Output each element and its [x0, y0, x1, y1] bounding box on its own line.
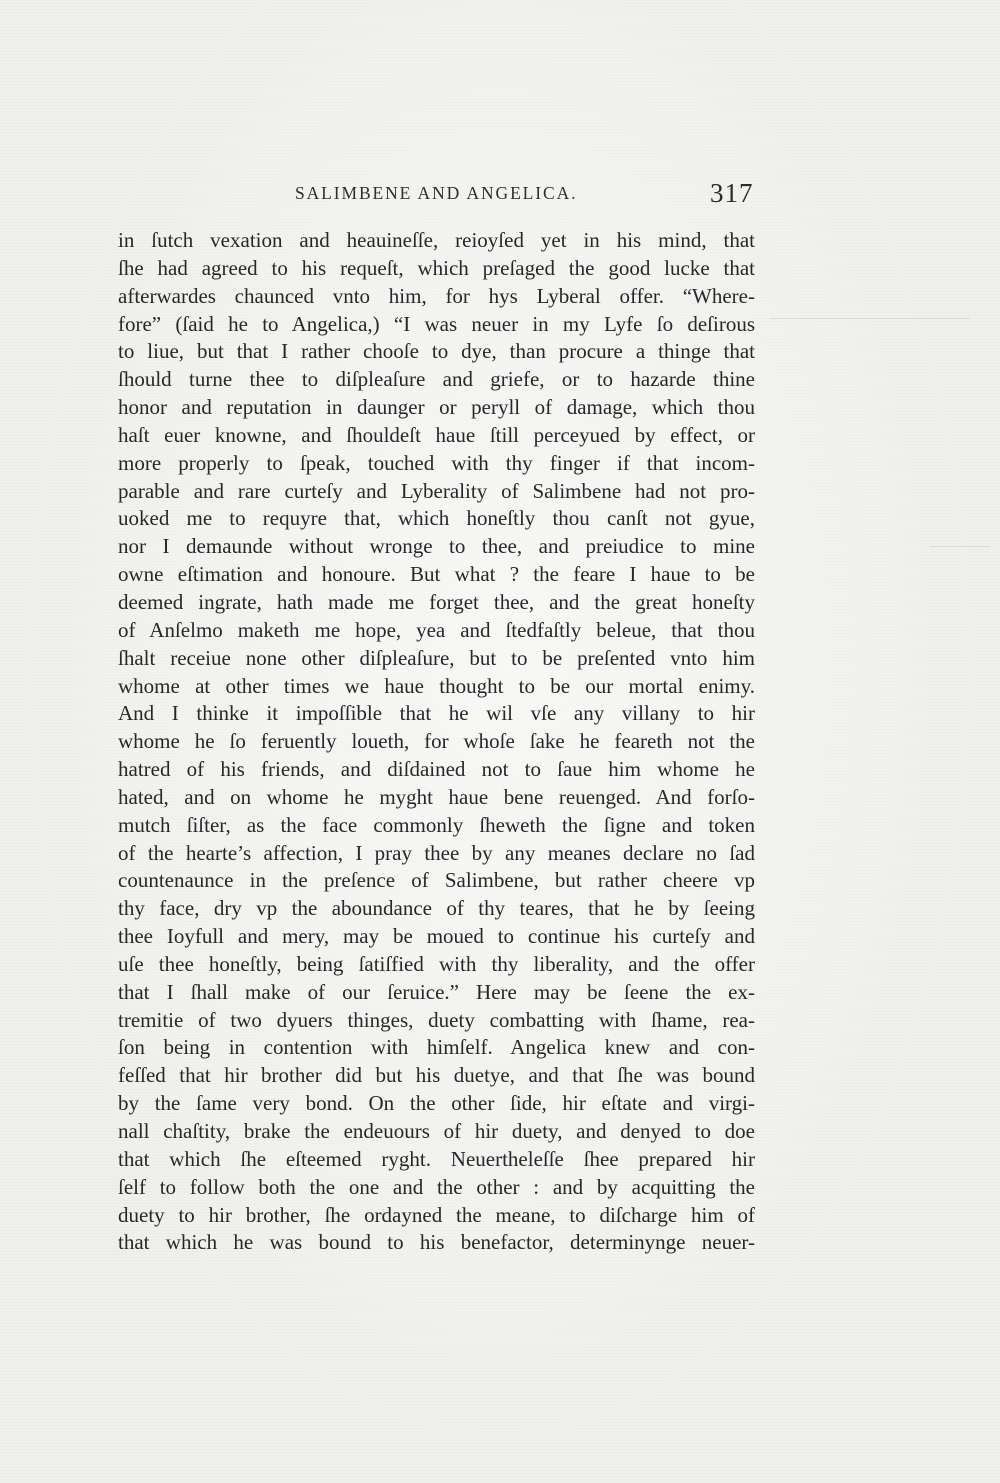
body-line: nor I demaunde without wronge to thee, and preiudice to mine: [118, 534, 755, 559]
body-line: thy face, dry vp the aboundance of thy teares, that he by ſeeing: [118, 896, 755, 921]
body-line: in ſutch vexation and heauineſſe, reioyſed yet in his mind, that: [118, 228, 755, 252]
body-line: hated, and on whome he myght haue bene reuenged. And forſo-: [118, 784, 755, 809]
body-line: feſſed that hir brother did but his duetye, and that ſhe was bound: [118, 1063, 755, 1088]
body-line: uſe thee honeſtly, being ſatiſfied with thy liberality, and the offer: [118, 951, 755, 976]
body-line: whome he ſo feruently loueth, for whoſe ſake he feareth not the: [118, 729, 755, 754]
body-line: ſhalt receiue none other diſpleaſure, but to be preſented vnto him: [118, 645, 755, 670]
body-line: ſon being in contention with himſelf. Angelica knew and con-: [118, 1035, 755, 1060]
body-line: nall chaſtity, brake the endeuours of hir duety, and denyed to doe: [118, 1119, 755, 1143]
body-line: uoked me to requyre that, which honeſtly thou canſt not gyue,: [118, 506, 755, 531]
scan-margin-mark: [930, 546, 990, 547]
body-line: duety to hir brother, ſhe ordayned the meane, to diſcharge him of: [118, 1202, 755, 1227]
body-line: by the ſame very bond. On the other ſide, hir eſtate and virgi-: [118, 1091, 755, 1116]
body-line: of Anſelmo maketh me hope, yea and ſtedfaſtly beleue, that thou: [118, 617, 755, 642]
body-line: And I thinke it impoſſible that he wil vſe any villany to hir: [118, 701, 755, 726]
scan-margin-mark: [770, 318, 970, 319]
running-title: SALIMBENE AND ANGELICA.: [295, 183, 578, 203]
body-line: owne eſtimation and honoure. But what ? the feare I haue to be: [118, 562, 755, 587]
body-line: that which ſhe eſteemed ryght. Neuertheleſſe ſhee prepared hir: [118, 1146, 755, 1171]
body-text: [118, 227, 755, 1257]
body-line: fore” (ſaid he to Angelica,) “I was neuer in my Lyfe ſo deſirous: [118, 311, 755, 336]
body-line: mutch ſiſter, as the face commonly ſheweth the ſigne and token: [118, 812, 755, 837]
body-line: haſt euer knowne, and ſhouldeſt haue ſtill perceyued by effect, or: [118, 422, 755, 447]
body-line: of the hearte’s affection, I pray thee by any meanes declare no ſad: [118, 840, 755, 865]
body-line: whome at other times we haue thought to be our mortal enimy.: [118, 673, 755, 698]
body-line: countenaunce in the preſence of Salimbene, but rather cheere vp: [118, 868, 755, 893]
body-line: that I ſhall make of our ſeruice.” Here may be ſeene the ex-: [118, 979, 755, 1004]
body-line: deemed ingrate, hath made me forget thee, and the great honeſty: [118, 589, 755, 614]
body-line: honor and reputation in daunger or peryll of damage, which thou: [118, 395, 755, 420]
body-line: to liue, but that I rather chooſe to dye, than procure a thinge that: [118, 339, 755, 364]
page-number: 317: [710, 178, 754, 208]
body-line: thee Ioyfull and mery, may be moued to continue his curteſy and: [118, 924, 755, 949]
body-line: ſelf to follow both the one and the other : and by acquitting the: [118, 1174, 755, 1199]
body-line: ſhould turne thee to diſpleaſure and griefe, or to hazarde thine: [118, 367, 755, 392]
body-line: ſhe had agreed to his requeſt, which preſaged the good lucke that: [118, 255, 755, 280]
body-line: hatred of his friends, and diſdained not to ſaue him whome he: [118, 757, 755, 782]
body-line: that which he was bound to his benefactor, determinynge neuer-: [118, 1230, 755, 1255]
body-line: afterwardes chaunced vnto him, for hys Lyberal offer. “Where-: [118, 283, 755, 308]
body-line: parable and rare curteſy and Lyberality of Salimbene had not pro-: [118, 478, 755, 503]
body-line: tremitie of two dyuers thinges, duety combatting with ſhame, rea-: [118, 1007, 755, 1032]
body-line: more properly to ſpeak, touched with thy finger if that incom-: [118, 450, 755, 475]
